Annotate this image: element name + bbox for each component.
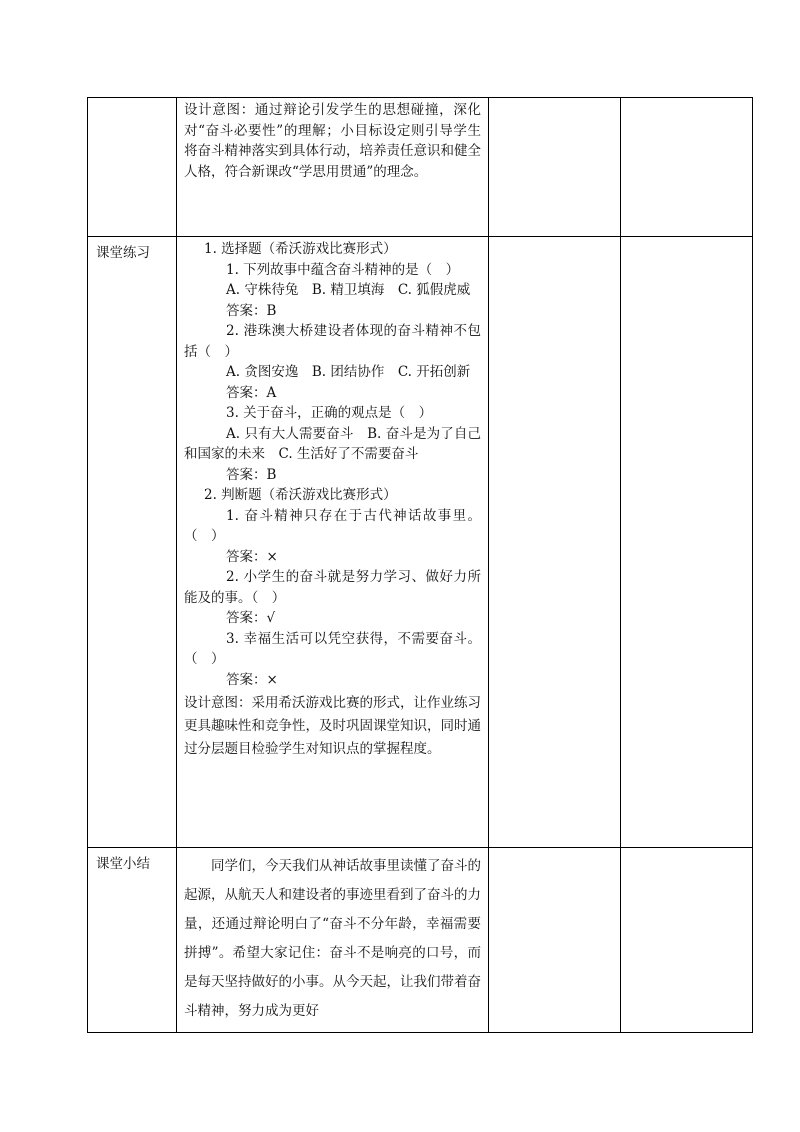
empty-cell — [489, 237, 621, 848]
question-options: A. 贪图安逸 B. 团结协作 C. 开拓创新 — [226, 364, 471, 380]
table-row — [88, 848, 753, 1033]
question-answer: 答案：B — [226, 466, 277, 483]
question-text: 3. 幸福生活可以凭空获得，不需要奋斗。（ ） — [184, 630, 481, 667]
table-row — [88, 237, 753, 848]
question-answer: 答案：× — [226, 548, 278, 565]
empty-cell — [489, 98, 621, 237]
row-label-classroom-practice: 课堂练习 — [88, 237, 177, 848]
summary-text: 同学们，今天我们从神话故事里读懂了奋斗的起源，从航天人和建设者的事迹里看到了奋斗的力量，还通过辩论明白了“奋斗不分年龄，幸福需要拼搏”。希望大家记住：奋斗不是响亮的口号，而是每天坚持做好的小事。从今天起，让我们带着奋斗精神，努力成为更好 — [184, 858, 481, 1019]
question-text: 2. 港珠澳大桥建设者体现的奋斗精神不包括（ ） — [184, 323, 481, 360]
empty-cell — [621, 848, 753, 1033]
row-content — [177, 848, 489, 1033]
design-intent: 设计意图：采用希沃游戏比赛的形式，让作业练习更具趣味性和竞争性，及时巩固课堂知识，同时通过分层题目检验学生对知识点的掌握程度。 — [184, 695, 481, 757]
empty-cell — [621, 237, 753, 848]
row-label-classroom-summary: 课堂小结 — [88, 848, 177, 1033]
question-answer: 答案：A — [226, 384, 277, 401]
question-options: A. 守株待兔 B. 精卫填海 C. 狐假虎威 — [226, 282, 471, 298]
question-answer: 答案：√ — [226, 610, 276, 626]
question-text: 2. 小学生的奋斗就是努力学习、做好力所能及的事。（ ） — [184, 569, 481, 606]
section-title-choice: 1. 选择题（希沃游戏比赛形式） — [204, 241, 397, 257]
section-title-judgement: 2. 判断题（希沃游戏比赛形式） — [204, 487, 397, 503]
question-text: 1. 下列故事中蕴含奋斗精神的是（ ） — [226, 261, 460, 278]
question-answer: 答案：B — [226, 302, 277, 319]
table-row — [88, 98, 753, 237]
lesson-plan-table — [87, 97, 753, 1033]
row-label — [88, 98, 177, 237]
question-answer: 答案：× — [226, 671, 278, 688]
row-content — [177, 237, 489, 848]
empty-cell — [489, 848, 621, 1033]
question-text: 3. 关于奋斗，正确的观点是（ ） — [226, 405, 433, 421]
question-options: A. 只有大人需要奋斗 B. 奋斗是为了自己和国家的未来 C. 生活好了不需要奋斗 — [184, 425, 481, 462]
row-content — [177, 98, 489, 237]
empty-cell — [621, 98, 753, 237]
design-intent: 设计意图：通过辩论引发学生的思想碰撞，深化对“奋斗必要性”的理解；小目标设定则引导学生将奋斗精神落实到具体行动，培养责任意识和健全人格，符合新课改“学思用贯通”的理念。 — [184, 102, 481, 180]
question-text: 1. 奋斗精神只存在于古代神话故事里。（ ） — [184, 507, 481, 544]
